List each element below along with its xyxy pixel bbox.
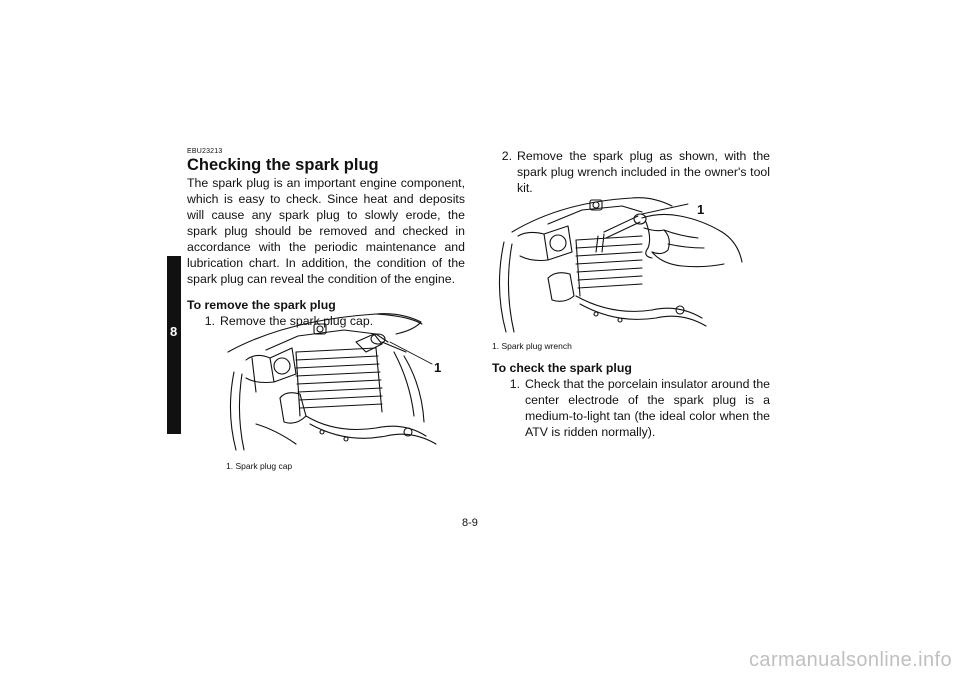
left-column <box>187 148 465 329</box>
spark-plug-wrench-illustration <box>492 192 744 334</box>
check-step-1 <box>492 376 770 440</box>
section-title: Checking the spark plug <box>187 156 379 174</box>
step-text: Check that the porcelain insulator around the center electrode of the spark plug is a medium-to-light tan (the ideal color when the ATV is ridden normally). <box>525 377 770 439</box>
check-subheading: To check the spark plug <box>492 361 632 375</box>
check-section <box>492 360 770 440</box>
figure1-callout: 1 <box>434 360 442 375</box>
step-text: Remove the spark plug cap. <box>220 314 374 328</box>
watermark: carmanualsonline.info <box>749 649 952 671</box>
figure2-caption: 1. Spark plug wrench <box>492 341 572 351</box>
remove-subheading: To remove the spark plug <box>187 298 336 312</box>
spark-plug-cap-illustration <box>226 312 462 452</box>
remove-step-2 <box>492 148 770 196</box>
step-number: 2. <box>501 149 512 163</box>
figure1-caption: 1. Spark plug cap <box>226 461 293 471</box>
step-number: 1. <box>204 314 215 328</box>
step-text: Remove the spark plug as shown, with the spark plug wrench included in the owner's tool kit. <box>517 149 770 195</box>
chapter-tab-number: 8 <box>170 324 178 339</box>
right-column <box>492 148 770 196</box>
page-number: 8-9 <box>462 517 478 529</box>
section-code: EBU23213 <box>187 148 223 155</box>
intro-paragraph: The spark plug is an important engine component, which is easy to check. Since heat and deposits will cause any spark plug to slowly erode, the spark plug should be removed and checked in accordance with the periodic maintenance and lubrication chart. In addition, the condition of the spark plug can reveal the condition of the engine. <box>187 176 465 286</box>
step-number: 1. <box>509 377 520 391</box>
chapter-tab <box>167 256 181 434</box>
figure2-callout: 1 <box>697 202 705 217</box>
